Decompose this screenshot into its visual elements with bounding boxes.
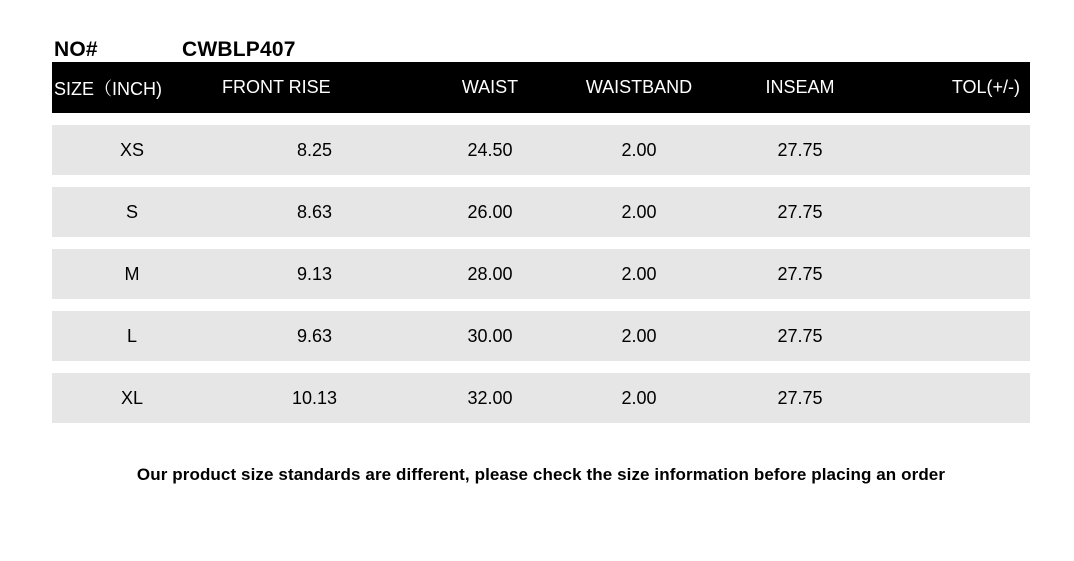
cell-tol	[885, 373, 1030, 423]
size-chart-sheet	[52, 0, 1030, 485]
cell-size: XL	[52, 373, 212, 423]
column-header-front-rise: FRONT RISE	[212, 62, 417, 113]
cell-size: M	[52, 249, 212, 299]
table-row	[52, 187, 1030, 237]
column-header-inseam: INSEAM	[715, 62, 885, 113]
cell-front-rise: 9.63	[212, 311, 417, 361]
cell-tol	[885, 311, 1030, 361]
column-header-tol: TOL(+/-)	[885, 62, 1030, 113]
cell-inseam: 27.75	[715, 249, 885, 299]
size-note: Our product size standards are different, please check the size information before placing an order	[136, 465, 946, 484]
cell-tol	[885, 125, 1030, 175]
cell-waistband: 2.00	[563, 125, 715, 175]
cell-front-rise: 9.13	[212, 249, 417, 299]
table-row	[52, 249, 1030, 299]
cell-tol	[885, 187, 1030, 237]
cell-size: L	[52, 311, 212, 361]
product-number-label: NO#	[54, 38, 98, 61]
cell-waist: 24.50	[417, 125, 563, 175]
row-spacer	[52, 113, 1030, 125]
size-table-body	[52, 113, 1030, 423]
row-spacer	[52, 299, 1030, 311]
column-header-size: SIZE（INCH)	[52, 62, 212, 113]
cell-waist: 26.00	[417, 187, 563, 237]
row-spacer	[52, 175, 1030, 187]
cell-size: XS	[52, 125, 212, 175]
column-header-waistband: WAISTBAND	[563, 62, 715, 113]
size-table	[52, 62, 1030, 423]
product-number-value: CWBLP407	[182, 38, 296, 61]
table-row	[52, 125, 1030, 175]
cell-front-rise: 8.25	[212, 125, 417, 175]
cell-size: S	[52, 187, 212, 237]
product-number-row	[52, 0, 1030, 62]
cell-waistband: 2.00	[563, 373, 715, 423]
cell-waistband: 2.00	[563, 249, 715, 299]
header-row	[52, 62, 1030, 113]
cell-waist: 32.00	[417, 373, 563, 423]
cell-inseam: 27.75	[715, 373, 885, 423]
cell-inseam: 27.75	[715, 311, 885, 361]
cell-waistband: 2.00	[563, 311, 715, 361]
cell-waistband: 2.00	[563, 187, 715, 237]
table-row	[52, 373, 1030, 423]
cell-inseam: 27.75	[715, 125, 885, 175]
table-row	[52, 311, 1030, 361]
size-table-header	[52, 62, 1030, 113]
cell-tol	[885, 249, 1030, 299]
cell-inseam: 27.75	[715, 187, 885, 237]
cell-front-rise: 10.13	[212, 373, 417, 423]
row-spacer	[52, 361, 1030, 373]
cell-waist: 30.00	[417, 311, 563, 361]
column-header-waist: WAIST	[417, 62, 563, 113]
row-spacer	[52, 237, 1030, 249]
cell-front-rise: 8.63	[212, 187, 417, 237]
cell-waist: 28.00	[417, 249, 563, 299]
